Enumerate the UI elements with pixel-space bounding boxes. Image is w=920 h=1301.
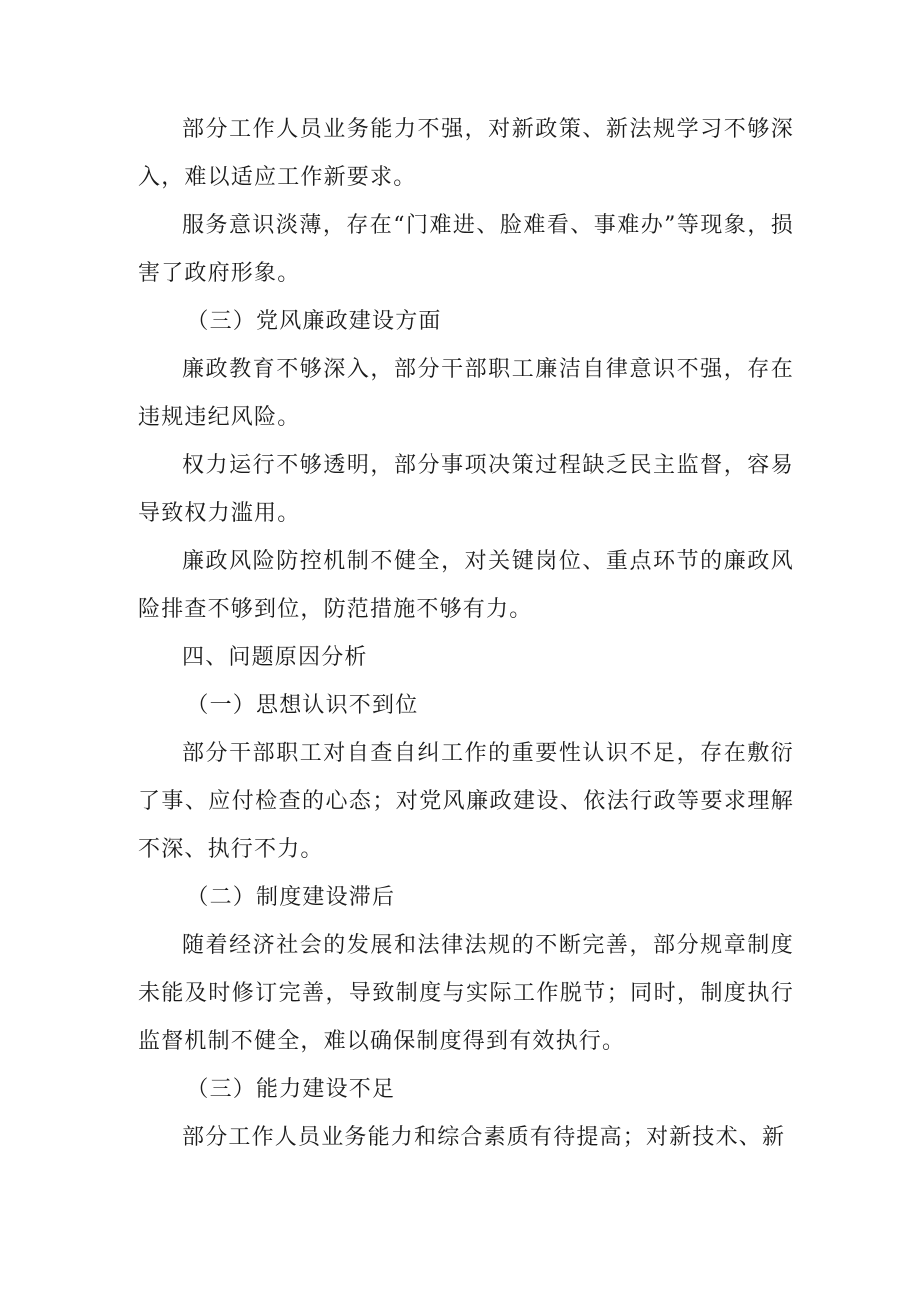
subheading-system-building: （二）制度建设滞后 (186, 885, 396, 910)
paragraph-skill-weakness: 部分工作人员业务能力不强，对新政策、新法规学习不够深入，难以适应工作新要求。 (138, 117, 794, 190)
heading-cause-analysis: 四、问题原因分析 (182, 645, 368, 670)
document-body (138, 106, 794, 1162)
paragraph-capability: 部分工作人员业务能力和综合素质有待提高；对新技术、新 (182, 1125, 786, 1150)
paragraph-power-transparency: 权力运行不够透明，部分事项决策过程缺乏民主监督，容易导致权力滥用。 (138, 453, 794, 526)
paragraph-ideology: 部分干部职工对自查自纠工作的重要性认识不足，存在敷衍了事、应付检查的心态；对党风廉政建设、依法行政等要求理解不深、执行不力。 (138, 741, 794, 862)
paragraph-service-awareness: 服务意识淡薄，存在“门难进、脸难看、事难办”等现象，损害了政府形象。 (138, 213, 794, 286)
paragraph-risk-control: 廉政风险防控机制不健全，对关键岗位、重点环节的廉政风险排查不够到位，防范措施不够有力。 (138, 549, 794, 622)
subheading-capability: （三）能力建设不足 (186, 1077, 396, 1102)
paragraph-system-building: 随着经济社会的发展和法律法规的不断完善，部分规章制度未能及时修订完善，导致制度与实际工作脱节；同时，制度执行监督机制不健全，难以确保制度得到有效执行。 (138, 933, 794, 1054)
subheading-integrity: （三）党风廉政建设方面 (186, 309, 442, 334)
subheading-ideology: （一）思想认识不到位 (186, 693, 419, 718)
paragraph-integrity-education: 廉政教育不够深入，部分干部职工廉洁自律意识不强，存在违规违纪风险。 (138, 357, 794, 430)
